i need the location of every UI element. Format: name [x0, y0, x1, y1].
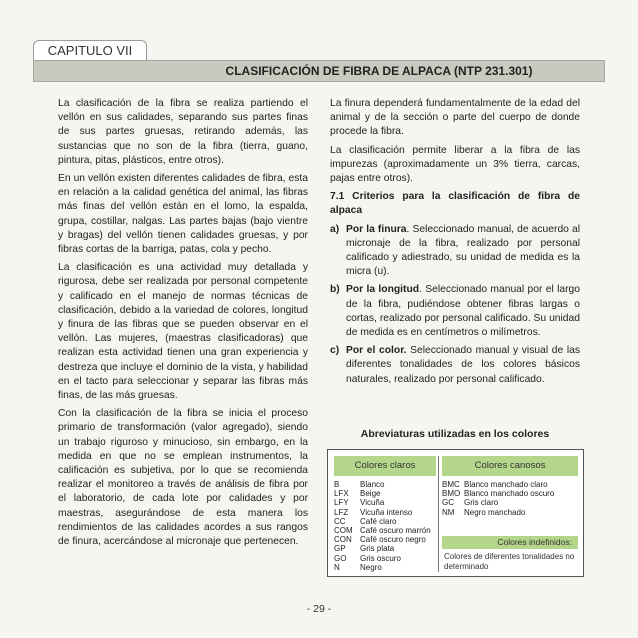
color-code: LFX — [334, 489, 349, 499]
color-name: Blanco manchado claro — [464, 480, 548, 489]
page-number: - 29 - — [306, 603, 332, 615]
chapter-label: CAPITULO VII — [33, 40, 147, 61]
color-name: Café oscuro marrón — [360, 526, 431, 536]
criterion-item — [330, 344, 580, 387]
light-colors-list — [334, 480, 440, 572]
abbreviations-table — [327, 449, 584, 577]
list-item — [442, 489, 582, 498]
criterion-item — [330, 283, 580, 340]
color-code: BMO — [442, 489, 461, 499]
undefined-colors-header: Colores indefinidos: — [442, 536, 578, 549]
title-bar — [33, 60, 605, 82]
color-name: Blanco manchado oscuro — [464, 489, 555, 499]
color-name: Gris plata — [360, 544, 395, 554]
paragraph: La finura dependerá fundamentalmente de la edad del animal y de la sección o parte del cuerpo de donde procede la fibra. — [330, 98, 580, 138]
paragraph: En un vellón existen diferentes calidades de fibra, esta en relación a la calidad genética del animal, las fibras más finas del vellón están en el lomo, la espalda, grupa, costillar, nalgas. Las partes bajas (bajo vientre y bragas) del vellón tienen calidades gruesas, y por fibras cortas de la barriga, patas, cola y pecho. — [58, 173, 308, 256]
color-code: GO — [334, 553, 347, 563]
color-name: Café claro — [360, 516, 397, 526]
list-item — [334, 544, 440, 553]
abbreviations-title: Abreviaturas utilizadas en los colores — [360, 428, 550, 440]
criterion-name: Por la longitud — [346, 284, 420, 296]
color-name: Gris oscuro — [360, 553, 401, 563]
list-item — [442, 498, 582, 507]
color-name: Café oscuro negro — [360, 535, 426, 545]
list-item — [334, 535, 440, 544]
criterion-text: . Seleccionado manual por el largo de la fibra, pudiéndose obtener fibras largas o cortas, realizado por personal calificado. Su unidad de medida es en centímetros o milímetros. — [346, 284, 581, 339]
color-name: Beige — [360, 489, 381, 499]
chapter-title: CLASIFICACIÓN DE FIBRA DE ALPACA (NTP 231.301) — [225, 64, 533, 78]
criterion-name: Por la finura — [346, 223, 407, 235]
list-item — [442, 508, 582, 517]
paragraph: La clasificación permite liberar a la fibra de las impurezas (aproximadamente un 3% tierra, carcas, pajas entre otros). — [330, 144, 580, 185]
color-code: GP — [334, 544, 346, 554]
left-column — [58, 97, 308, 553]
color-code: LFY — [334, 498, 349, 508]
criterion-body — [346, 283, 580, 340]
color-name: Blanco — [360, 480, 385, 489]
criterion-body — [346, 223, 580, 280]
list-item — [334, 554, 440, 563]
color-name: Vicuña intenso — [360, 507, 413, 517]
color-code: CON — [334, 535, 352, 545]
criterion-body — [346, 344, 580, 387]
color-code: NM — [442, 507, 455, 517]
color-code: GC — [442, 498, 454, 508]
paragraph: La clasificación es una actividad muy detallada y rigurosa, debe ser realizada por personal competente y calificado en el manejo de normas técnicas de clasificación, debido a la variedad de colores, longitud y finura de las fibras que se pueden observar en el vellón. Las mujeres, (maestras clasificadoras) que realizan esta actividad tienen una gran experiencia y destreza que incluye el dominio de la vista, y habilidad en el tacto para seleccionar y separar las fibras más finas, de las más gruesas. — [58, 262, 308, 402]
criterion-text: . Seleccionado manual, de acuerdo al micronaje de la fibra, realizado por personal calificado y adiestrado, su unidad de medida es la micra (u). — [346, 223, 580, 278]
list-item — [334, 526, 440, 535]
list-item — [442, 480, 582, 489]
gray-colors-header: Colores canosos — [442, 456, 578, 476]
criterion-text: Seleccionado manual y visual de las diferentes tonalidades de los colores básicos naturales, realizado por personal calificado. — [346, 345, 580, 385]
color-code: CC — [334, 516, 346, 526]
list-item — [334, 480, 440, 489]
list-item — [334, 498, 440, 507]
color-code: N — [334, 562, 340, 572]
criterion-label: a) — [330, 223, 340, 235]
list-item — [334, 508, 440, 517]
criterion-label: c) — [330, 345, 340, 357]
color-name: Gris claro — [464, 498, 499, 508]
color-code: B — [334, 480, 340, 489]
paragraph: La clasificación de la fibra se realiza partiendo el vellón en sus calidades, separando sus partes finas de sus partes gruesas, retirando además, las sustancias que no son de la fibra (tierra, guano, pintura, pitas, plásticos, entre otros). — [58, 98, 308, 166]
undefined-colors-text: Colores de diferentes tonalidades no determinado — [444, 552, 575, 571]
criterion-item — [330, 223, 580, 280]
color-code: COM — [334, 526, 353, 536]
gray-colors-list — [442, 480, 582, 517]
right-column — [330, 97, 580, 391]
color-name: Negro manchado — [464, 507, 526, 517]
color-name: Negro — [360, 562, 382, 572]
light-colors-header: Colores claros — [334, 456, 436, 476]
list-item — [334, 489, 440, 498]
criterion-label: b) — [330, 284, 340, 296]
list-item — [334, 517, 440, 526]
color-code: BMC — [442, 480, 460, 489]
color-code: LFZ — [334, 507, 349, 517]
color-name: Vicuña — [360, 498, 385, 508]
list-item — [334, 563, 440, 572]
section-title: 7.1 Criterios para la clasificación de fibra de alpaca — [330, 191, 580, 217]
criterion-name: Por el color. — [346, 345, 407, 357]
paragraph: Con la clasificación de la fibra se inicia el proceso primario de transformación (valor agregado), siendo un trabajo riguroso y minucioso, sin embargo, en la medida en que no se emplean instrumentos, la calificación es subjetiva, por lo que se recomienda realizar el monitoreo a través de análisis de fibra por el laboratorio, de cada lote por calidades y por maestras, asegurándose de esta manera los rendimientos de las calidades acordes a sus rangos de finura, acercándose al micronaje que pertenecen. — [58, 408, 308, 548]
